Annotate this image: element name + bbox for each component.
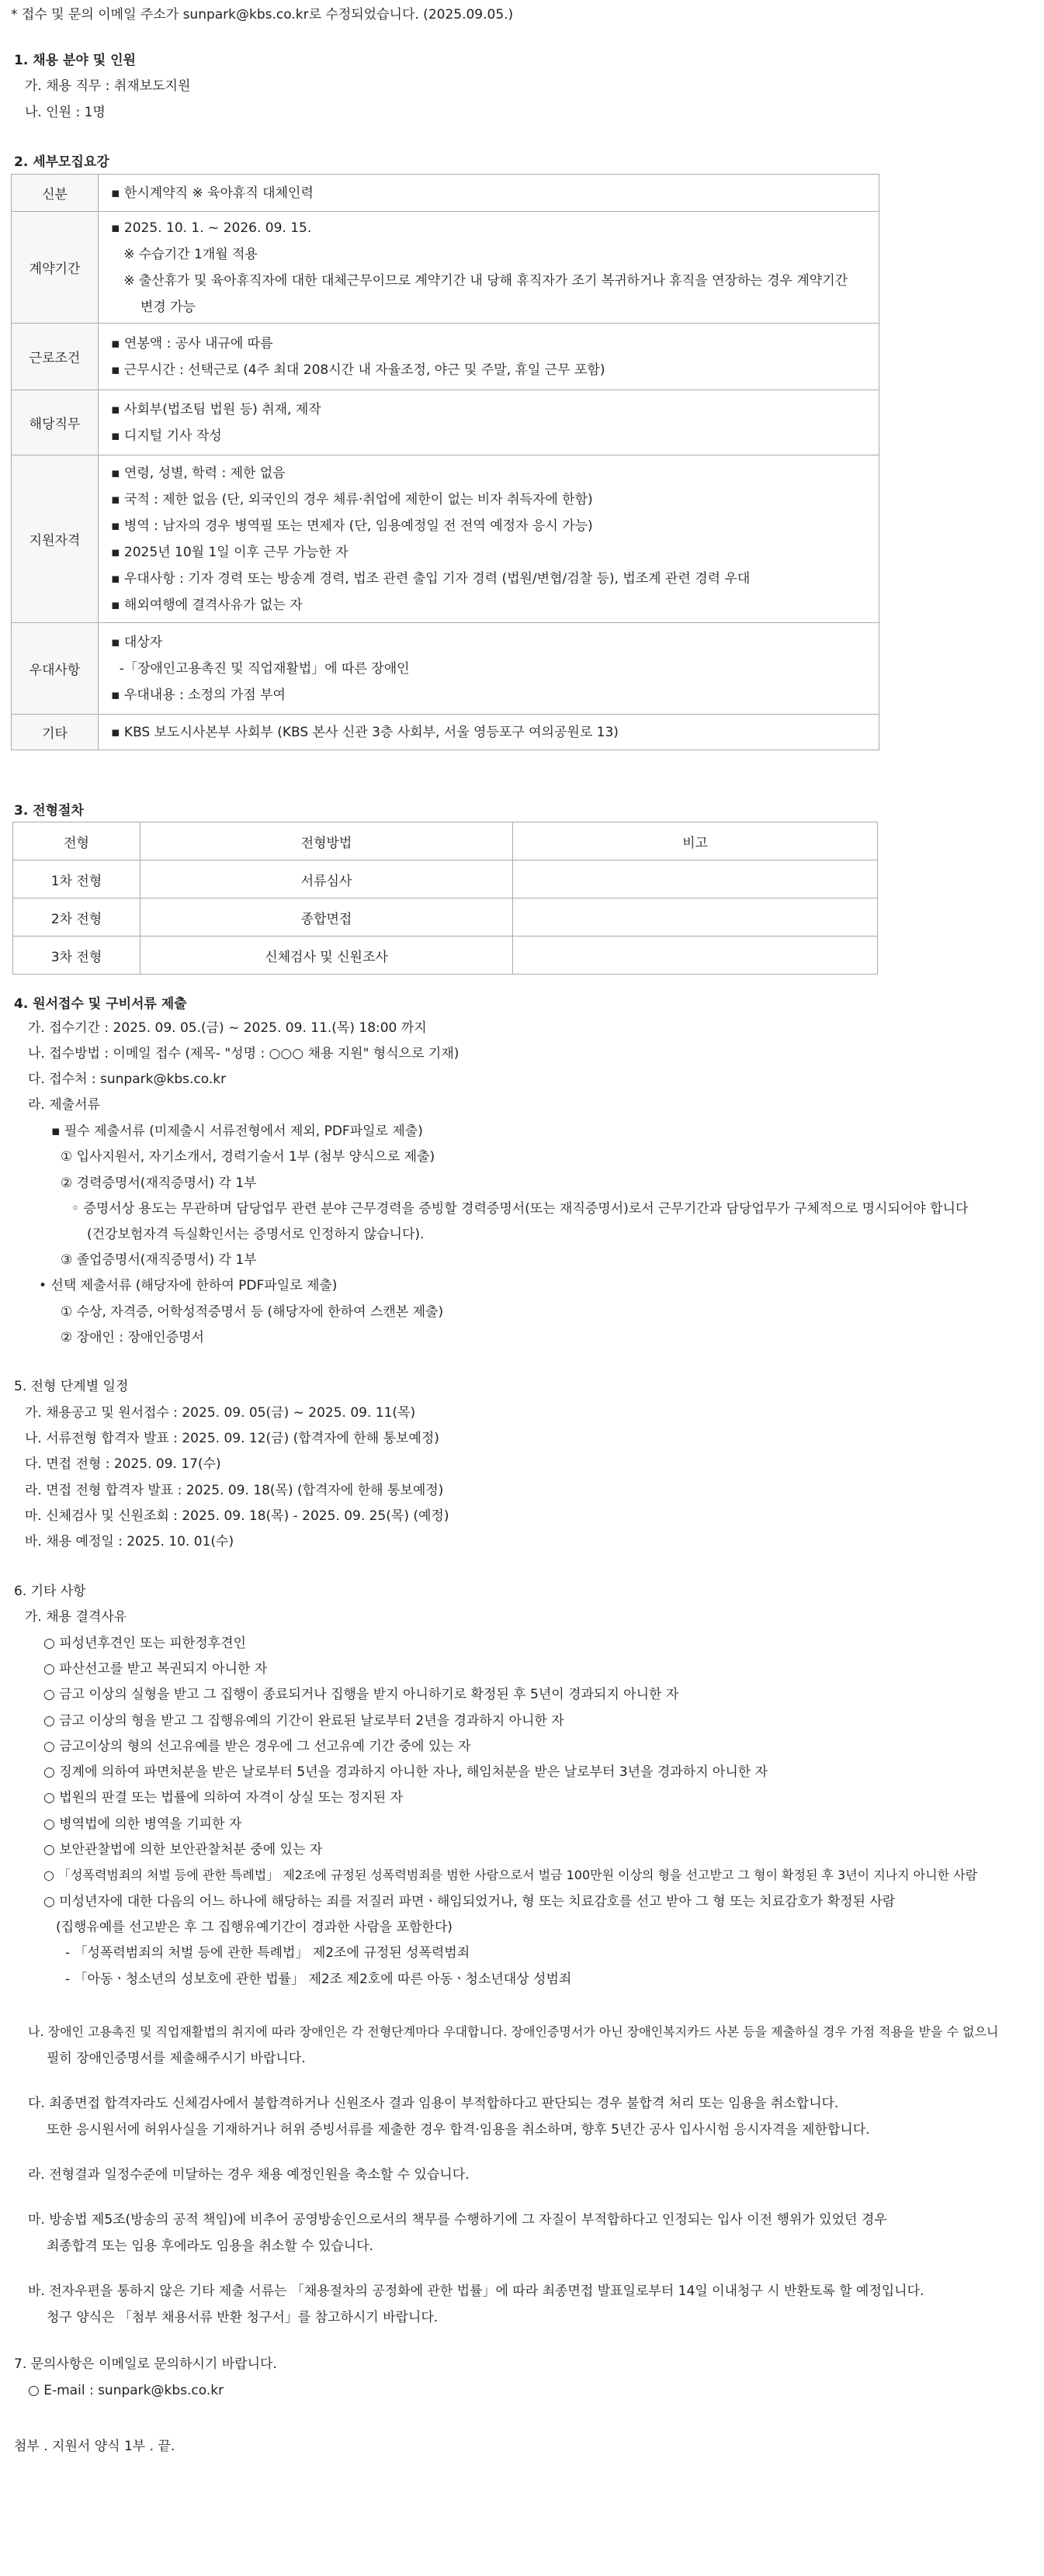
row-label: 우대사항 <box>12 623 99 715</box>
text-line: ▪ 2025년 10월 1일 이후 근무 가능한 자 <box>111 544 349 560</box>
list-item: ○ 미성년자에 대한 다음의 어느 하나에 해당하는 죄를 저질러 파면ㆍ해임되었거나, 형 또는 치료감호를 선고 받아 그 형 또는 치료감호가 확정된 사람 <box>43 1894 896 1909</box>
section-5-title: 5. 전형 단계별 일정 <box>14 1379 129 1394</box>
row-label: 지원자격 <box>12 455 99 623</box>
table-row <box>13 937 878 975</box>
text-line: ▪ 대상자 <box>111 634 163 650</box>
column-header: 전형방법 <box>140 822 513 860</box>
text-line: • 선택 제출서류 (해당자에 한하여 PDF파일로 제출) <box>39 1278 338 1293</box>
text-line: ※ 출산휴가 및 육아휴직자에 대한 대체근무이므로 계약기간 내 당해 휴직자가 조기 복귀하거나 휴직을 연장하는 경우 계약기간 <box>111 272 848 289</box>
text-line: 필히 장애인증명서를 제출해주시기 바랍니다. <box>47 2051 306 2066</box>
section-7-title: 7. 문의사항은 이메일로 문의하시기 바랍니다. <box>14 2356 277 2372</box>
row-content <box>99 623 879 715</box>
s1-item: 나. 인원 : 1명 <box>25 105 106 120</box>
attachment-note: 첨부 . 지원서 양식 1부 . 끝. <box>14 2439 175 2454</box>
requirements-table <box>11 174 879 750</box>
table-row <box>12 324 879 390</box>
text-line: 나. 접수방법 : 이메일 접수 (제목- "성명 : ○○○ 채용 지원" 형식으로 기재) <box>28 1046 460 1061</box>
text-line: ▪ 근무시간 : 선택근로 (4주 최대 208시간 내 자율조정, 야근 및 주말, 휴일 근무 포함) <box>111 362 605 378</box>
text-line <box>513 898 878 937</box>
text-line: 마. 신체검사 및 신원조회 : 2025. 09. 18(목) - 2025. 09. 25(목) (예정) <box>25 1508 449 1524</box>
list-item: ○ 금고 이상의 형을 받고 그 집행유예의 기간이 완료된 날로부터 2년을 경과하지 아니한 자 <box>43 1713 564 1729</box>
text-line: 다. 면접 전형 : 2025. 09. 17(수) <box>25 1456 221 1472</box>
table-header-row <box>13 822 878 860</box>
table-row <box>12 715 879 750</box>
s1-item: 가. 채용 직무 : 취재보도지원 <box>25 78 191 94</box>
text-line <box>513 860 878 898</box>
row-content <box>99 324 879 390</box>
list-item: ○ 징계에 의하여 파면처분을 받은 날로부터 5년을 경과하지 아니한 자나, 해임처분을 받은 날로부터 3년을 경과하지 아니한 자 <box>43 1764 768 1780</box>
text-line: 바. 전자우편을 통하지 않은 기타 제출 서류는 「채용절차의 공정화에 관한 법률」에 따라 최종면접 발표일로부터 14일 이내청구 시 반환토록 할 예정입니다. <box>28 2283 924 2299</box>
text-line: ② 경력증명서(재직증명서) 각 1부 <box>61 1175 257 1191</box>
text-line: ◦ 증명서상 용도는 무관하며 담당업무 관련 분야 근무경력을 증빙할 경력증명서(또는 재직증명서)로서 근무기간과 담당업무가 구체적으로 명시되어야 합니다 <box>71 1201 969 1217</box>
text-line: 최종합격 또는 임용 후에라도 임용을 취소할 수 있습니다. <box>47 2238 373 2254</box>
text-line: 라. 면접 전형 합격자 발표 : 2025. 09. 18(목) (합격자에 한해 통보예정) <box>25 1483 444 1498</box>
text-line: 종합면접 <box>140 898 513 937</box>
text-line: 청구 양식은 「첨부 채용서류 반환 청구서」를 참고하시기 바랍니다. <box>47 2310 439 2325</box>
row-content <box>99 715 879 750</box>
list-item: ○ 피성년후견인 또는 피한정후견인 <box>43 1636 246 1651</box>
row-content <box>99 175 879 212</box>
section-3-title: 3. 전형절차 <box>14 803 84 819</box>
text-line: ① 입사지원서, 자기소개서, 경력기술서 1부 (첨부 양식으로 제출) <box>61 1149 435 1165</box>
list-item: - 「아동ㆍ청소년의 성보호에 관한 법률」 제2조 제2호에 따른 아동ㆍ청소년대상 성범죄 <box>65 1972 572 1987</box>
text-line: 2차 전형 <box>13 898 140 937</box>
selection-process-table <box>12 822 878 975</box>
list-item: ○ 금고 이상의 실형을 받고 그 집행이 종료되거나 집행을 받지 아니하기로 확정된 후 5년이 경과되지 아니한 자 <box>43 1687 679 1702</box>
text-line: ▪ 필수 제출서류 (미제출시 서류전형에서 제외, PDF파일로 제출) <box>51 1124 423 1139</box>
row-label: 해당직무 <box>12 390 99 455</box>
text-line: 서류심사 <box>140 860 513 898</box>
text-line: ▪ 2025. 10. 1. ~ 2026. 09. 15. <box>111 220 312 236</box>
column-header: 비고 <box>513 822 878 860</box>
text-line: ▪ 연령, 성별, 학력 : 제한 없음 <box>111 465 286 481</box>
text-line: 나. 서류전형 합격자 발표 : 2025. 09. 12(금) (합격자에 한해 통보예정) <box>25 1431 439 1446</box>
section-6-title: 6. 기타 사항 <box>14 1584 86 1599</box>
text-line: ▪ KBS 보도시사본부 사회부 (KBS 본사 신관 3층 사회부, 서울 영등포구 여의공원로 13) <box>111 724 619 740</box>
row-label: 신분 <box>12 175 99 212</box>
text-line: ▪ 해외여행에 결격사유가 없는 자 <box>111 597 303 613</box>
list-item: ○ 금고이상의 형의 선고유예를 받은 경우에 그 선고유예 기간 중에 있는 자 <box>43 1739 471 1754</box>
text-line: 다. 접수처 : sunpark@kbs.co.kr <box>28 1072 227 1087</box>
list-item: ○ 「성폭력범죄의 처벌 등에 관한 특례법」 제2조에 규정된 성폭력범죄를 범한 사람으로서 벌금 100만원 이상의 형을 선고받고 그 형이 확정된 후 3년이 지나지 아니한 사람 <box>43 1868 978 1882</box>
row-content <box>99 390 879 455</box>
list-item: - 「성폭력범죄의 처벌 등에 관한 특례법」 제2조에 규정된 성폭력범죄 <box>65 1945 470 1961</box>
text-line: ② 장애인 : 장애인증명서 <box>61 1330 204 1345</box>
text-line: 나. 장애인 고용촉진 및 직업재활법의 취지에 따라 장애인은 각 전형단계마다 우대합니다. 장애인증명서가 아닌 장애인복지카드 사본 등을 제출하실 경우 가점 적용을 받을 수 없으니 <box>28 2024 999 2039</box>
text-line: ▪ 한시계약직 ※ 육아휴직 대체인력 <box>111 185 314 201</box>
text-line: (건강보험자격 득실확인서는 증명서로 인정하지 않습니다). <box>87 1227 425 1242</box>
section-2-title: 2. 세부모집요강 <box>14 154 109 170</box>
text-line: ▪ 우대내용 : 소정의 가점 부여 <box>111 687 286 703</box>
row-content <box>99 212 879 324</box>
list-item: ○ 보안관찰법에 의한 보안관찰처분 중에 있는 자 <box>43 1842 323 1858</box>
text-line: ① 수상, 자격증, 어학성적증명서 등 (해당자에 한하여 스캔본 제출) <box>61 1304 444 1320</box>
table-row <box>13 860 878 898</box>
column-header: 전형 <box>13 822 140 860</box>
text-line: 3차 전형 <box>13 937 140 975</box>
text-line: 변경 가능 <box>111 299 196 315</box>
text-line: ▪ 국적 : 제한 없음 (단, 외국인의 경우 체류·취업에 제한이 없는 비자 취득자에 한함) <box>111 491 593 507</box>
table-row <box>12 175 879 212</box>
notice-line: * 접수 및 문의 이메일 주소가 sunpark@kbs.co.kr로 수정되었습니다. (2025.09.05.) <box>11 7 514 23</box>
text-line: 신체검사 및 신원조사 <box>140 937 513 975</box>
row-label: 계약기간 <box>12 212 99 324</box>
contact-email: ○ E-mail : sunpark@kbs.co.kr <box>28 2383 224 2398</box>
table-row <box>12 455 879 623</box>
text-line: 또한 응시원서에 허위사실을 기재하거나 허위 증빙서류를 제출한 경우 합격·임용을 취소하며, 향후 5년간 공사 입사시험 응시자격을 제한합니다. <box>47 2122 870 2138</box>
text-line: 라. 제출서류 <box>28 1097 100 1113</box>
table-row <box>13 898 878 937</box>
list-item: ○ 병역법에 의한 병역을 기피한 자 <box>43 1816 242 1832</box>
list-item: (집행유예를 선고받은 후 그 집행유예기간이 경과한 사람을 포함한다) <box>56 1920 453 1935</box>
text-line: -「장애인고용촉진 및 직업재활법」에 따른 장애인 <box>111 660 410 677</box>
text-line: 가. 접수기간 : 2025. 09. 05.(금) ~ 2025. 09. 11.(목) 18:00 까지 <box>28 1020 427 1036</box>
text-line: 1차 전형 <box>13 860 140 898</box>
list-item: ○ 법원의 판결 또는 법률에 의하여 자격이 상실 또는 정지된 자 <box>43 1790 403 1806</box>
text-line: 다. 최종면접 합격자라도 신체검사에서 불합격하거나 신원조사 결과 임용이 부적합하다고 판단되는 경우 불합격 처리 또는 임용을 취소합니다. <box>28 2096 839 2111</box>
table-row <box>12 212 879 324</box>
text-line: 가. 채용 결격사유 <box>25 1609 127 1625</box>
text-line: ▪ 사회부(법조팀 법원 등) 취재, 제작 <box>111 401 321 417</box>
row-label: 기타 <box>12 715 99 750</box>
text-line: ③ 졸업증명서(재직증명서) 각 1부 <box>61 1252 257 1268</box>
text-line: ▪ 디지털 기사 작성 <box>111 428 222 444</box>
row-content <box>99 455 879 623</box>
text-line: ▪ 연봉액 : 공사 내규에 따름 <box>111 335 273 351</box>
text-line: 바. 채용 예정일 : 2025. 10. 01(수) <box>25 1534 234 1549</box>
table-row <box>12 623 879 715</box>
section-4-title: 4. 원서접수 및 구비서류 제출 <box>14 996 187 1012</box>
text-line: 라. 전형결과 일정수준에 미달하는 경우 채용 예정인원을 축소할 수 있습니다. <box>28 2167 470 2183</box>
row-label: 근로조건 <box>12 324 99 390</box>
table-row <box>12 390 879 455</box>
text-line: ※ 수습기간 1개월 적용 <box>111 246 258 262</box>
list-item: ○ 파산선고를 받고 복권되지 아니한 자 <box>43 1661 268 1677</box>
text-line: ▪ 우대사항 : 기자 경력 또는 방송계 경력, 법조 관련 출입 기자 경력 (법원/변협/검찰 등), 법조계 관련 경력 우대 <box>111 570 751 587</box>
text-line: ▪ 병역 : 남자의 경우 병역필 또는 면제자 (단, 임용예정일 전 전역 예정자 응시 가능) <box>111 518 593 534</box>
text-line <box>513 937 878 975</box>
text-line: 가. 채용공고 및 원서접수 : 2025. 09. 05(금) ~ 2025. 09. 11(목) <box>25 1405 416 1421</box>
text-line: 마. 방송법 제5조(방송의 공적 책임)에 비추어 공영방송인으로서의 책무를 수행하기에 그 자질이 부적합하다고 인정되는 입사 이전 행위가 있었던 경우 <box>28 2212 887 2228</box>
section-1-title: 1. 채용 분야 및 인원 <box>14 53 136 68</box>
